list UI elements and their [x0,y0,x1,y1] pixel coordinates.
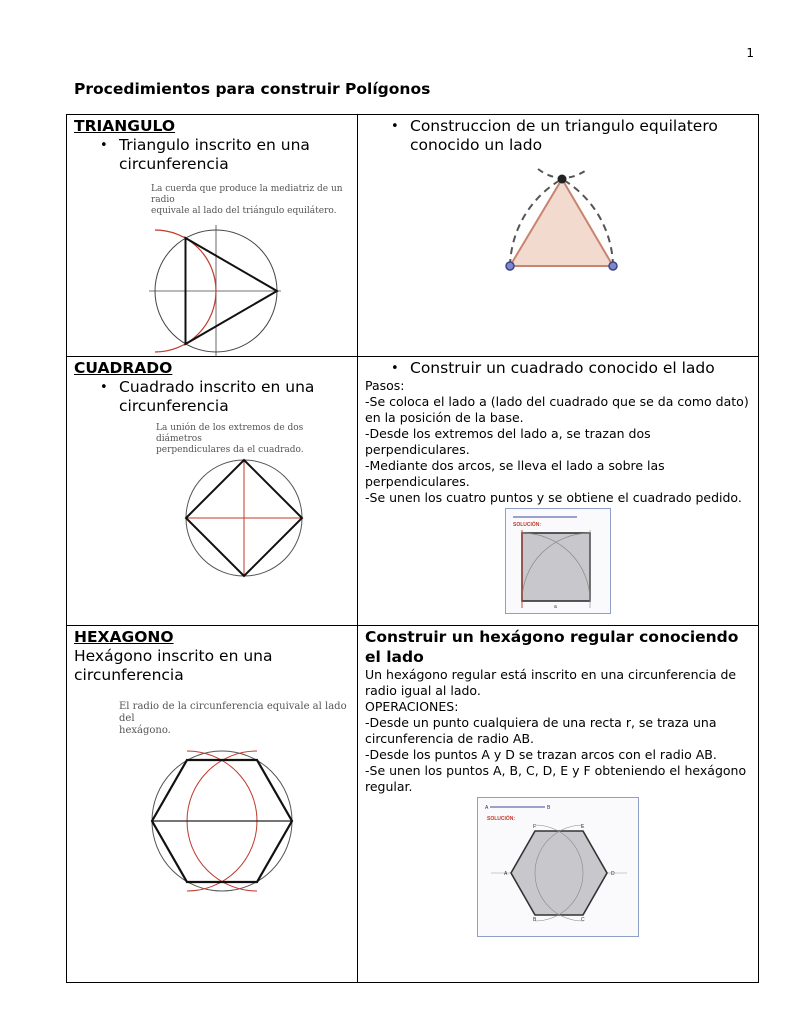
point-label: B [547,805,551,811]
cell-triangulo-left [67,115,358,357]
step-line: OPERACIONES: [365,699,459,714]
side-a-label: a [554,604,557,610]
caption-line: La cuerda que produce la mediatriz de un radio [151,184,343,205]
solution-label: SOLUCIÓN: [487,816,516,822]
point-label: C [581,917,585,923]
step-line: -Desde un punto cualquiera de una recta r, se traza una circunferencia de radio AB. [365,715,717,746]
equilateral-triangle [510,179,613,266]
step-line: -Se coloca el lado a (lado del cuadrado que se da como dato) en la posición de la base. [365,394,749,425]
vertex-point [609,262,617,270]
bullet-triangulo-construccion: • Construccion de un triangulo equilatero conocido un lado [365,117,751,155]
cell-cuadrado-right [358,357,759,626]
point-label: D [611,871,615,877]
triangulo-inscrito-diagram [131,221,281,356]
hexagono-inscrito-diagram [147,749,297,894]
triangulo-equilatero-diagram [496,161,636,276]
caption-line: hexágono. [119,725,171,736]
heading-hexagono: HEXAGONO [74,628,174,646]
hexagono-construccion-diagram [477,797,639,937]
hexagono-steps [365,667,751,795]
step-line: -Desde los extremos del lado a, se trazan dos perpendiculares. [365,426,651,457]
step-line: Un hexágono regular está inscrito en una circunferencia de radio igual al lado. [365,667,737,698]
caption-line: perpendiculares da el cuadrado. [156,445,304,455]
caption-cuadrado [156,423,350,456]
step-line: Pasos: [365,378,405,393]
apex-point [558,175,567,184]
step-line: -Desde los puntos A y D se trazan arcos con el radio AB. [365,747,717,762]
solution-label: SOLUCIÓN: [513,522,542,528]
square-shape [522,533,590,601]
cell-hexagono-left [67,626,358,983]
step-line: -Mediante dos arcos, se lleva el lado a sobre las perpendiculares. [365,458,665,489]
cuadrado-inscrito-diagram [181,458,311,580]
point-label: A [504,871,508,877]
caption-line: equivale al lado del triángulo equilátero. [151,206,337,216]
cell-hexagono-right [358,626,759,983]
bullet-cuadrado-inscrito: • Cuadrado inscrito en una circunferencia [74,378,350,416]
cuadrado-steps [365,378,751,506]
step-line: -Se unen los puntos A, B, C, D, E y F obteniendo el hexágono regular. [365,763,747,794]
polygon-table [66,114,759,983]
caption-hexagono [119,701,350,737]
point-label: E [581,824,585,830]
step-line: -Se unen los cuatro puntos y se obtiene el cuadrado pedido. [365,490,742,505]
heading-cuadrado: CUADRADO [74,359,173,377]
caption-line: La unión de los extremos de dos diámetros [156,423,304,444]
heading-triangulo: TRIANGULO [74,117,176,135]
document-title: Procedimientos para construir Polígonos [74,80,431,98]
caption-triangulo [151,184,350,217]
bullet-cuadrado-construccion: • Construir un cuadrado conocido el lado [365,359,751,378]
cell-triangulo-right [358,115,759,357]
vertex-point [506,262,514,270]
heading-hexagono-construccion: Construir un hexágono regular conociendo el lado [365,628,739,666]
page-number: 1 [746,46,754,60]
bullet-triangulo-inscrito: • Triangulo inscrito en una circunferencia [74,136,350,174]
point-label: A [485,805,489,811]
caption-line: El radio de la circunferencia equivale al lado del [119,701,347,724]
cuadrado-construccion-diagram [505,508,611,614]
cell-cuadrado-left [67,357,358,626]
point-label: B [533,917,537,923]
hexagono-inscrito-text: Hexágono inscrito en una circunferencia [74,647,273,684]
point-label: F [533,824,537,830]
